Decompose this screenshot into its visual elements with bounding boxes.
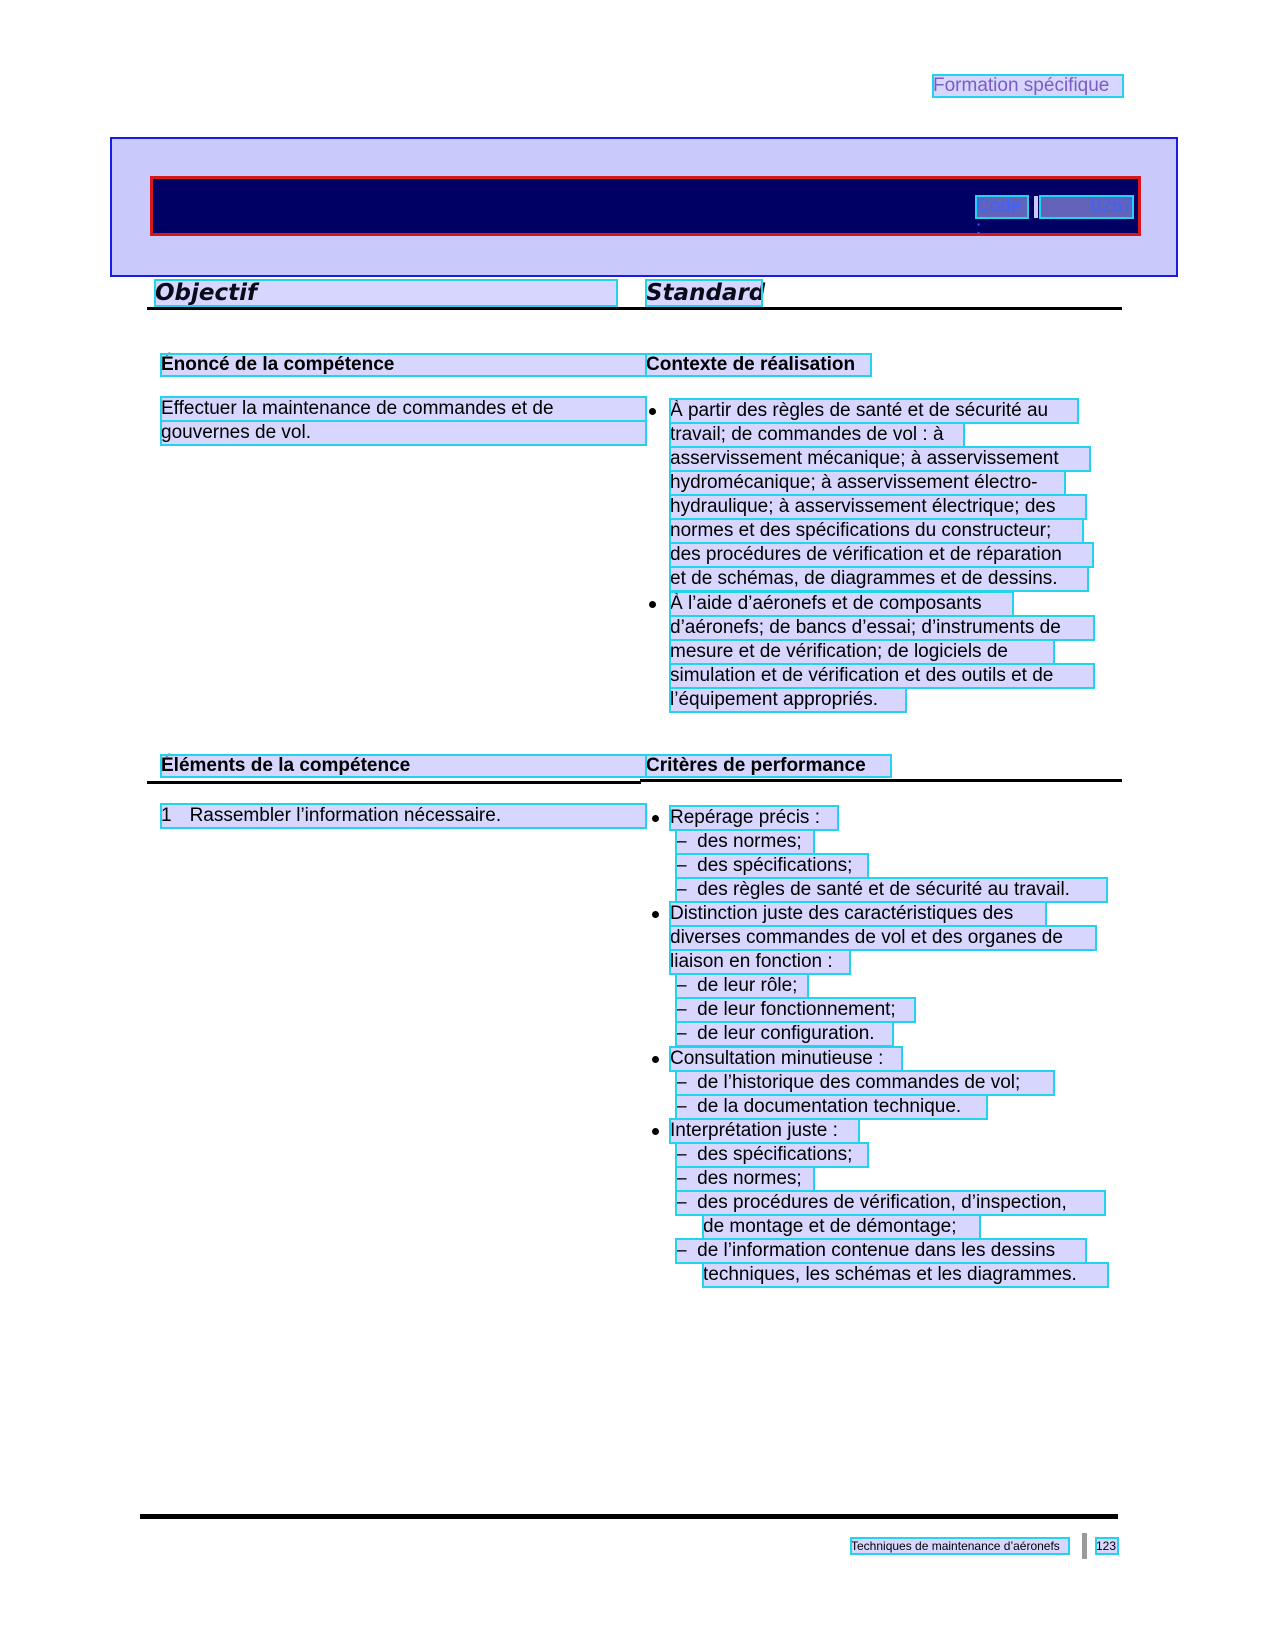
contexte-line: À l’aide d’aéronefs et de composants	[670, 592, 1013, 616]
contexte-line: mesure et de vérification; de logiciels de	[670, 640, 1054, 664]
bullet-icon	[652, 1056, 659, 1063]
criterion-sub: – de l’information contenue dans les dessins	[676, 1239, 1086, 1263]
competence-line: Effectuer la maintenance de commandes et de	[161, 397, 646, 421]
criteres-rule	[640, 779, 1122, 782]
page-number: 123	[1096, 1539, 1117, 1553]
standard-title: Standard	[646, 280, 766, 306]
title-rule	[147, 307, 1122, 310]
elements-rule	[147, 781, 641, 784]
criterion-sub: – des normes;	[676, 1167, 814, 1191]
bullet-icon	[652, 1128, 659, 1135]
code-label: Code :	[976, 196, 1028, 218]
objective-title: Objectif	[155, 280, 617, 306]
code-value: 0267	[1040, 196, 1133, 218]
criterion-sub: – des procédures de vérification, d’inspection,	[676, 1191, 1105, 1215]
bullet-icon	[652, 911, 659, 918]
criterion-sub: – de leur fonctionnement;	[676, 998, 915, 1022]
criterion-sub: – de leur configuration.	[676, 1022, 893, 1046]
competence-heading: Énoncé de la compétence	[161, 354, 646, 376]
code-separator	[1034, 196, 1038, 218]
contexte-line: des procédures de vérification et de réparation	[670, 543, 1093, 567]
criterion-sub: – des normes;	[676, 830, 814, 854]
footer-rule	[140, 1514, 1118, 1519]
criterion-sub: – des spécifications;	[676, 1143, 868, 1167]
criterion-continuation: techniques, les schémas et les diagrammes.	[703, 1263, 1108, 1287]
contexte-line: hydraulique; à asservissement électrique; des	[670, 495, 1086, 519]
element-item	[161, 804, 646, 828]
criterion-sub: – des règles de santé et de sécurité au travail.	[676, 878, 1107, 902]
criterion-sub: – des spécifications;	[676, 854, 868, 878]
contexte-heading: Contexte de réalisation	[646, 354, 871, 376]
contexte-line: l’équipement appropriés.	[670, 688, 906, 712]
footer-text: Techniques de maintenance d’aéronefs	[851, 1538, 1069, 1554]
criterion-title: Consultation minutieuse :	[670, 1047, 902, 1071]
bullet-icon	[649, 601, 656, 608]
bullet-icon	[649, 408, 656, 415]
bullet-icon	[652, 815, 659, 822]
contexte-line: asservissement mécanique; à asservissement	[670, 447, 1090, 471]
contexte-line: simulation et de vérification et des outils et de	[670, 664, 1094, 688]
criterion-continuation: de montage et de démontage;	[703, 1215, 980, 1239]
criteres-heading: Critères de performance	[646, 755, 891, 777]
criterion-title: Interprétation juste :	[670, 1119, 859, 1143]
criterion-line: diverses commandes de vol et des organes de	[670, 926, 1096, 950]
element-text: Rassembler l’information nécessaire.	[189, 805, 502, 826]
header-label: Formation spécifique	[933, 75, 1123, 97]
criterion-sub: – de l’historique des commandes de vol;	[676, 1071, 1054, 1095]
element-number: 1	[161, 805, 172, 826]
elements-heading: Éléments de la compétence	[161, 755, 646, 777]
contexte-line: hydromécanique; à asservissement électro-	[670, 471, 1065, 495]
footer-separator	[1082, 1533, 1087, 1559]
criterion-line: liaison en fonction :	[670, 950, 850, 974]
contexte-line: À partir des règles de santé et de sécurité au	[670, 399, 1078, 423]
contexte-line: normes et des spécifications du constructeur;	[670, 519, 1083, 543]
competence-line: gouvernes de vol.	[161, 421, 646, 445]
criterion-sub: – de la documentation technique.	[676, 1095, 987, 1119]
criterion-title: Repérage précis :	[670, 806, 838, 830]
criterion-sub: – de leur rôle;	[676, 974, 808, 998]
contexte-line: travail; de commandes de vol : à	[670, 423, 964, 447]
criterion-line: Distinction juste des caractéristiques des	[670, 902, 1046, 926]
contexte-line: d’aéronefs; de bancs d’essai; d’instruments de	[670, 616, 1094, 640]
contexte-line: et de schémas, de diagrammes et de dessins.	[670, 567, 1088, 591]
